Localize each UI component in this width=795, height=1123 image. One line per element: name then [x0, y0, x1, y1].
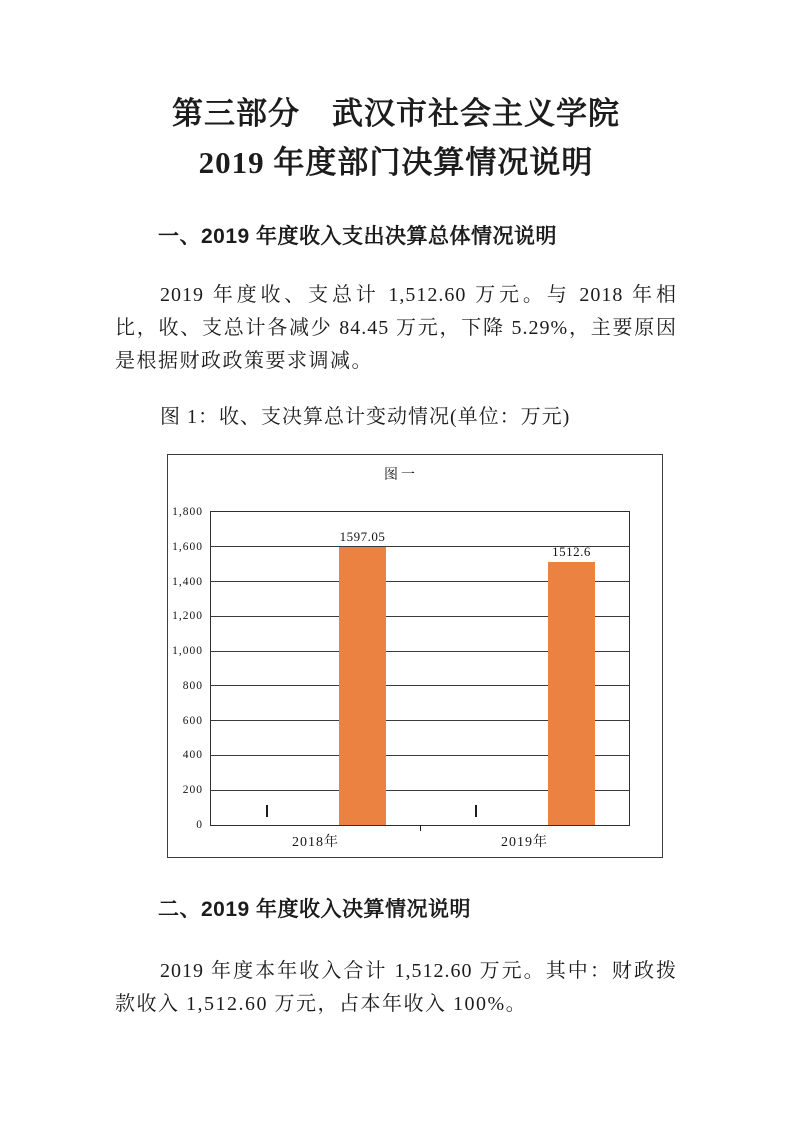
series-stub-tick	[475, 805, 477, 817]
y-axis-tick-label: 1,600	[172, 540, 203, 553]
y-axis-tick-label: 1,800	[172, 506, 203, 518]
y-axis-tick-label: 400	[182, 749, 203, 762]
bar-value-label: 1512.6	[552, 543, 591, 559]
x-axis-category-label: 2018年	[292, 835, 339, 850]
series-stub-tick	[266, 805, 268, 817]
paragraph-line: 是根据财政政策要求调减。	[115, 350, 373, 372]
y-axis-tick-label: 1,400	[172, 575, 203, 588]
bar	[339, 547, 386, 825]
section-2-heading: 二、2019 年度收入决算情况说明	[158, 898, 472, 921]
x-axis-category-label: 2019年	[501, 835, 548, 850]
figure-1-bar-chart	[167, 454, 663, 858]
y-axis-tick-label: 1,000	[172, 645, 203, 658]
chart-title: 图一	[384, 468, 418, 483]
bar-value-label: 1597.05	[339, 529, 386, 545]
x-axis-separator-tick	[420, 825, 421, 831]
document-content	[115, 0, 677, 1021]
section-1-paragraph	[115, 279, 677, 378]
section-1-heading: 一、2019 年度收入支出决算总体情况说明	[158, 225, 558, 248]
document-title	[115, 0, 677, 187]
y-axis-tick-label: 600	[182, 714, 203, 727]
chart-plot-area	[172, 506, 630, 850]
paragraph-line: 款收入 1,512.60 万元，占本年收入 100%。	[115, 993, 528, 1015]
y-axis-tick-label: 0	[196, 819, 203, 831]
y-axis-tick-label: 800	[182, 679, 203, 692]
paragraph-line: 2019 年度本年收入合计 1,512.60 万元。其中：财政拨	[160, 960, 677, 982]
document-title-line2: 2019 年度部门决算情况说明	[198, 145, 594, 180]
paragraph-line: 比，收、支总计各减少 84.45 万元，下降 5.29%，主要原因	[115, 317, 677, 339]
paragraph-line: 2019 年度收、支总计 1,512.60 万元。与 2018 年相	[160, 284, 677, 306]
y-axis-tick-label: 200	[182, 784, 203, 797]
y-axis-tick-label: 1,200	[172, 610, 203, 623]
bar	[548, 562, 595, 825]
document-title-line1: 第三部分 武汉市社会主义学院	[172, 96, 620, 131]
section-2-paragraph	[115, 955, 677, 1021]
figure-1-caption: 图 1：收、支决算总计变动情况(单位：万元)	[160, 406, 571, 428]
